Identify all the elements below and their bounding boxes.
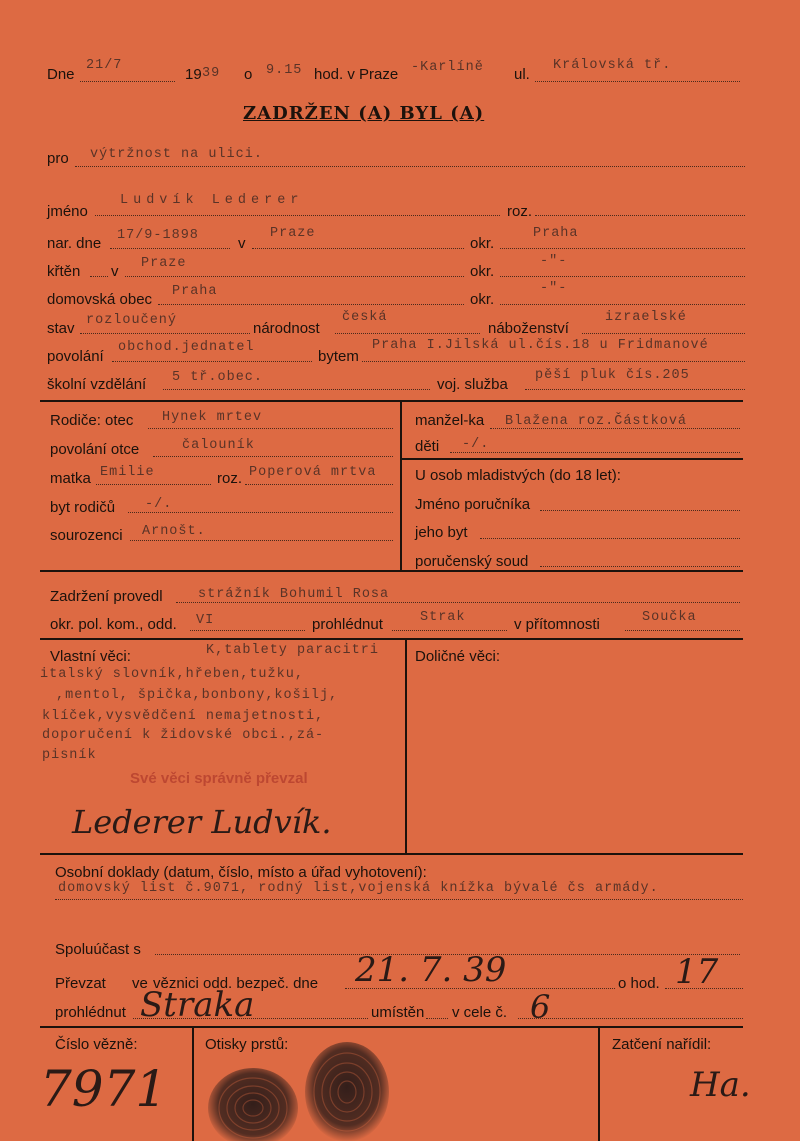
doklady-value: domovský list č.9071, rodný list,vojenská knížka bývalé čs armády. [58, 881, 659, 896]
prohlednut-value: Strak [420, 610, 466, 625]
prevzat-hod-value: 17 [675, 952, 719, 992]
zatceni-value: Ha. [690, 1065, 751, 1105]
year-prefix: 19 [185, 66, 202, 83]
stav-label: stav [47, 320, 75, 337]
krten-label: křtěn [47, 263, 81, 280]
jmeno-value: Ludvík Lederer [120, 193, 304, 208]
voj-label: voj. služba [437, 376, 508, 393]
narodnost-value: česká [342, 310, 388, 325]
umisten-label: umístěn [371, 1004, 425, 1021]
nar-okr-label: okr. [470, 235, 495, 252]
year-value: 39 [202, 66, 221, 81]
returned-stamp: Své věci správně převzal [130, 770, 308, 787]
nabozenstvi-label: náboženství [488, 320, 569, 337]
povolani-value: obchod.jednatel [118, 340, 255, 355]
domovska-okr-label: okr. [470, 291, 495, 308]
krten-okr-value: -"- [540, 254, 568, 269]
matka-roz-value: Poperová mrtva [249, 465, 377, 480]
ul-label: ul. [514, 66, 530, 83]
jmeno-label: jméno [47, 203, 88, 220]
place-value: -Karlíně [411, 60, 484, 75]
deti-value: -/. [462, 437, 490, 452]
soud-label: poručenský soud [415, 553, 529, 570]
zadrzeni-value: strážník Bohumil Rosa [198, 587, 390, 602]
prisoner-signature: Lederer Ludvík. [72, 803, 332, 841]
time-value: 9.15 [266, 63, 303, 78]
prevzat-ve-label: ve [132, 975, 148, 992]
cislo-label: Číslo vězně: [55, 1036, 138, 1053]
stav-value: rozloučený [86, 313, 178, 328]
pov-otce-value: čalouník [182, 438, 255, 453]
vlastni-line-3: ,mentol, špička,bonbony,košilj, [56, 688, 339, 703]
domovska-value: Praha [172, 284, 218, 299]
mladistvi-header: U osob mladistvých (do 18 let): [415, 467, 621, 484]
matka-roz-label: roz. [217, 470, 243, 487]
dolicne-label: Doličné věci: [415, 648, 501, 665]
krten-okr-label: okr. [470, 263, 495, 280]
nar-place: Praze [270, 226, 316, 241]
bytem-label: bytem [318, 348, 359, 365]
prevzat-hod-label: o hod. [618, 975, 660, 992]
vlastni-line-2: italský slovník,hřeben,tužku, [40, 667, 304, 682]
o-label: o [244, 66, 253, 83]
nar-v-label: v [238, 235, 246, 252]
nar-label: nar. dne [47, 235, 102, 252]
bytem-value: Praha I.Jilská ul.čís.18 u Fridmanové [372, 338, 709, 353]
prevzat-date: 21. 7. 39 [355, 950, 507, 990]
fingerprints-image [205, 1030, 395, 1141]
pro-label: pro [47, 150, 69, 167]
sourozenci-label: sourozenci [50, 527, 123, 544]
otec-value: Hynek mrtev [162, 410, 263, 425]
otisky-label: Otisky prstů: [205, 1036, 289, 1053]
nabozenstvi-value: izraelské [605, 310, 687, 325]
nar-value: 17/9-1898 [117, 228, 199, 243]
krten-place: Praze [141, 256, 187, 271]
povolani-label: povolání [47, 348, 104, 365]
vlastni-line-1: K,tablety paracitri [206, 643, 379, 658]
cela-label: v cele č. [452, 1004, 508, 1021]
vzdelani-value: 5 tř.obec. [172, 370, 264, 385]
hod-label: hod. v Praze [314, 66, 399, 83]
matka-value: Emilie [100, 465, 155, 480]
vlastni-line-4: klíček,vysvědčení nemajetnosti, [42, 709, 325, 724]
otec-label: Rodiče: otec [50, 412, 134, 429]
zadrzeni-label: Zadržení provedl [50, 588, 163, 605]
domovska-okr-value: -"- [540, 281, 568, 296]
vlastni-label: Vlastní věci: [50, 648, 131, 665]
vzdelani-label: školní vzdělání [47, 376, 147, 393]
cela-value: 6 [530, 988, 551, 1026]
matka-label: matka [50, 470, 91, 487]
pritomnost-label: v přítomnosti [514, 616, 600, 633]
cislo-value: 7971 [40, 1060, 168, 1118]
porucnik-label: Jméno poručníka [415, 496, 531, 513]
vlastni-line-5: doporučení k židovské obci.,zá- [42, 728, 325, 743]
nar-okr-value: Praha [533, 226, 579, 241]
dne-value: 21/7 [86, 58, 123, 73]
okr-pol-value: VI [196, 613, 215, 628]
pritomnost-value: Součka [642, 610, 697, 625]
prevzat-label: Převzat [55, 975, 106, 992]
narodnost-label: národnost [253, 320, 320, 337]
deti-label: děti [415, 438, 440, 455]
street-value: Královská tř. [553, 58, 672, 73]
zatceni-label: Zatčení nařídil: [612, 1036, 712, 1053]
sourozenci-value: Arnošt. [142, 524, 206, 539]
dne-label: Dne [47, 66, 75, 83]
porucnik-byt-label: jeho byt [415, 524, 468, 541]
domovska-label: domovská obec [47, 291, 153, 308]
voj-value: pěší pluk čís.205 [535, 368, 690, 383]
manzel-label: manžel-ka [415, 412, 485, 429]
doklady-label: Osobní doklady (datum, číslo, místo a úřad vyhotovení): [55, 864, 427, 881]
prohlednut-label: prohlédnut [312, 616, 383, 633]
manzel-value: Blažena roz.Částková [505, 414, 688, 429]
pro-value: výtržnost na ulici. [90, 147, 263, 162]
pov-otce-label: povolání otce [50, 441, 140, 458]
okr-pol-label: okr. pol. kom., odd. [50, 616, 177, 633]
roz-label: roz. [507, 203, 533, 220]
krten-v-label: v [111, 263, 119, 280]
spoluucast-label: Spoluúčast s [55, 941, 141, 958]
vlastni-line-6: pisník [42, 748, 97, 763]
byt-rodicu-label: byt rodičů [50, 499, 116, 516]
prohlednut2-value: Straka [140, 985, 255, 1025]
byt-rodicu-value: -/. [145, 497, 173, 512]
page-title: ZADRŽEN (A) BYL (A) [243, 103, 485, 124]
prohlednut2-label: prohlédnut [55, 1004, 126, 1021]
prevzat-label-2: věznici odd. bezpeč. dne [153, 975, 319, 992]
